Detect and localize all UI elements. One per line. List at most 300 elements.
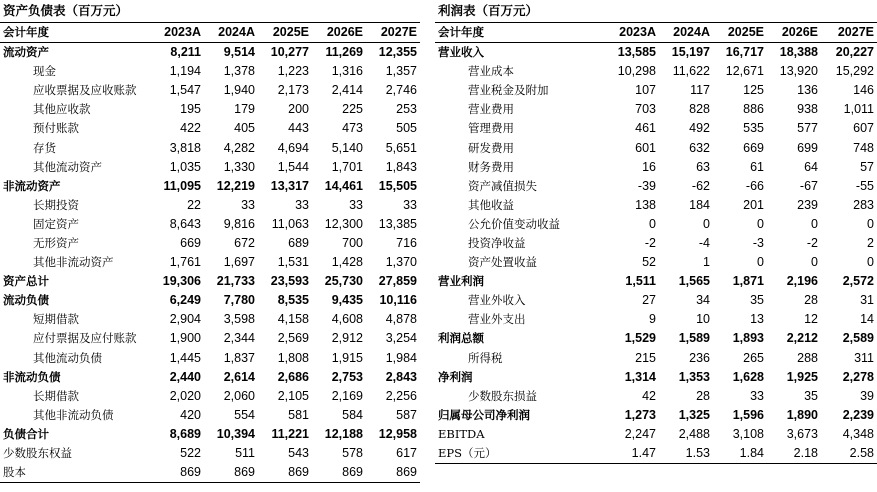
row-value: 253 <box>396 102 417 117</box>
table-row <box>435 406 877 425</box>
row-value: 886 <box>743 102 764 117</box>
row-value: 10,277 <box>270 45 309 60</box>
table-row <box>435 272 877 291</box>
row-value: 136 <box>797 83 818 98</box>
row-value: 869 <box>204 463 258 483</box>
table-row <box>435 310 877 329</box>
row-value: 1,915 <box>331 350 363 365</box>
row-value: 1,547 <box>169 83 201 98</box>
row-value: 12,958 <box>378 426 417 441</box>
row-value: -4 <box>698 235 710 250</box>
table-row <box>0 406 420 425</box>
row-value: 195 <box>180 102 201 117</box>
row-value: 2,746 <box>385 83 417 98</box>
row-value: 2,843 <box>385 369 417 384</box>
row-value: 14,461 <box>324 178 363 193</box>
row-value: 4,348 <box>842 426 874 441</box>
row-value: 8,535 <box>277 293 309 308</box>
header-year: 2026E <box>312 23 366 43</box>
table-row <box>0 62 420 81</box>
row-value: 869 <box>258 463 312 483</box>
table-row <box>435 387 877 406</box>
row-label: 资产处置收益 <box>468 255 537 270</box>
row-value: 2,060 <box>223 388 255 403</box>
row-value: 2,572 <box>842 274 874 289</box>
row-value: 1,871 <box>732 274 764 289</box>
row-value: 2,105 <box>277 388 309 403</box>
row-value: 828 <box>689 102 710 117</box>
row-value: 1,011 <box>843 102 874 117</box>
row-value: 27,859 <box>378 274 417 289</box>
row-value: 12,355 <box>378 45 417 60</box>
row-value: 35 <box>804 388 818 403</box>
row-label: 净利润 <box>438 369 473 384</box>
row-value: 1,843 <box>385 159 417 174</box>
row-value: 1,596 <box>732 407 764 422</box>
row-value: -2 <box>806 235 818 250</box>
row-value: 1,808 <box>277 350 309 365</box>
row-label: 股本 <box>0 463 150 483</box>
row-value: 1,529 <box>624 331 656 346</box>
row-value: 4,878 <box>385 312 417 327</box>
row-value: 1,378 <box>223 64 255 79</box>
row-value: 179 <box>234 102 255 117</box>
table-row <box>435 253 877 272</box>
row-label: 财务费用 <box>468 159 514 174</box>
row-value: 1,314 <box>624 369 656 384</box>
row-value: 2,686 <box>277 369 309 384</box>
row-value: 2,440 <box>169 369 201 384</box>
row-value: 577 <box>797 121 818 136</box>
row-value: 11,063 <box>271 216 309 231</box>
row-label: 研发费用 <box>468 140 514 155</box>
table-row <box>435 81 877 100</box>
row-value: 689 <box>288 235 309 250</box>
row-value: 15,197 <box>671 45 710 60</box>
row-value: 57 <box>860 159 874 174</box>
row-value: 632 <box>689 140 710 155</box>
income-statement-panel <box>435 0 877 464</box>
row-value: 2,414 <box>331 83 363 98</box>
row-value: 9,514 <box>223 45 255 60</box>
row-label: 现金 <box>33 64 56 79</box>
row-label: 其他应收款 <box>33 102 91 117</box>
row-value: -3 <box>752 235 764 250</box>
row-label: 资产减值损失 <box>468 178 537 193</box>
row-value: 461 <box>635 121 656 136</box>
row-value: 9,816 <box>223 216 255 231</box>
row-value: 869 <box>150 463 204 483</box>
row-label: 长期借款 <box>33 388 79 403</box>
row-value: 0 <box>649 216 656 231</box>
row-value: 1,445 <box>169 350 201 365</box>
row-value: 11,221 <box>271 426 309 441</box>
row-label: 利润总额 <box>438 331 484 346</box>
row-label: 少数股东损益 <box>468 388 537 403</box>
row-value: 64 <box>804 159 818 174</box>
row-label: 其他收益 <box>468 197 514 212</box>
table-row <box>0 138 420 157</box>
row-label: 公允价值变动收益 <box>468 216 560 231</box>
row-value: 1.47 <box>605 444 659 464</box>
row-label: 长期投资 <box>33 197 79 212</box>
row-value: 869 <box>312 463 366 483</box>
row-value: 61 <box>750 159 764 174</box>
row-value: 0 <box>867 216 874 231</box>
row-value: -55 <box>855 178 874 193</box>
row-value: 601 <box>635 140 656 155</box>
table-row <box>435 368 877 387</box>
table-row <box>435 62 877 81</box>
row-value: 2,256 <box>385 388 417 403</box>
row-value: 34 <box>696 293 710 308</box>
row-value: 21,733 <box>216 274 255 289</box>
row-value: 8,689 <box>169 426 201 441</box>
row-value: 39 <box>860 388 874 403</box>
row-value: 20,227 <box>835 45 874 60</box>
row-label: 非流动负债 <box>3 369 61 384</box>
table-row <box>435 158 877 177</box>
row-value: 4,282 <box>223 140 255 155</box>
table-row <box>0 215 420 234</box>
row-label: 少数股东权益 <box>3 446 72 461</box>
row-value: 225 <box>342 102 363 117</box>
row-value: 25,730 <box>324 274 363 289</box>
row-value: 1,353 <box>678 369 710 384</box>
row-value: 1,330 <box>223 159 255 174</box>
row-value: 1,940 <box>223 83 255 98</box>
table-row <box>435 234 877 253</box>
row-value: 13,920 <box>779 64 818 79</box>
row-value: 473 <box>342 121 363 136</box>
table-row <box>0 329 420 348</box>
row-value: 716 <box>396 235 417 250</box>
income-statement-table <box>435 22 877 464</box>
row-value: 265 <box>743 350 764 365</box>
row-label: 应收票据及应收账款 <box>33 83 137 98</box>
row-value: 554 <box>234 407 255 422</box>
row-value: 12,300 <box>324 216 363 231</box>
row-value: 10 <box>696 312 710 327</box>
table-row <box>435 119 877 138</box>
row-value: 33 <box>349 197 363 212</box>
row-value: 11,622 <box>672 64 710 79</box>
table-header-row <box>0 23 420 43</box>
row-value: 2,488 <box>678 426 710 441</box>
income-statement-title: 利润表（百万元） <box>438 3 539 18</box>
row-value: 1,900 <box>169 331 201 346</box>
header-year: 2027E <box>821 23 877 43</box>
row-value: 1,544 <box>277 159 309 174</box>
row-value: 2,344 <box>223 331 255 346</box>
row-value: 3,598 <box>223 312 255 327</box>
header-label: 会计年度 <box>0 23 150 43</box>
row-value: 1,325 <box>678 407 710 422</box>
row-value: 14 <box>860 312 874 327</box>
row-value: 13 <box>750 312 764 327</box>
table-row <box>0 310 420 329</box>
row-value: 33 <box>750 388 764 403</box>
row-value: 8,211 <box>170 45 201 60</box>
row-value: 52 <box>642 255 656 270</box>
row-value: 0 <box>811 216 818 231</box>
row-value: 311 <box>854 350 874 365</box>
row-value: 2,239 <box>842 407 874 422</box>
row-value: 33 <box>295 197 309 212</box>
row-value: 543 <box>288 446 309 461</box>
row-value: 33 <box>241 197 255 212</box>
row-value: 748 <box>853 140 874 155</box>
row-label: 其他流动资产 <box>33 159 102 174</box>
row-value: 511 <box>235 446 255 461</box>
row-value: 11,269 <box>325 45 363 60</box>
row-value: 3,673 <box>786 426 818 441</box>
row-value: 125 <box>743 83 764 98</box>
table-row <box>0 119 420 138</box>
row-value: 1,531 <box>277 255 309 270</box>
row-value: 869 <box>366 463 420 483</box>
row-value: 4,158 <box>277 312 309 327</box>
row-value: 1,893 <box>732 331 764 346</box>
row-value: 215 <box>635 350 656 365</box>
row-value: 9,435 <box>331 293 363 308</box>
row-value: 2,196 <box>786 274 818 289</box>
row-value: 23,593 <box>270 274 309 289</box>
row-value: 2,569 <box>277 331 309 346</box>
row-value: 4,608 <box>331 312 363 327</box>
row-value: 6,249 <box>169 293 201 308</box>
row-value: 13,385 <box>378 216 417 231</box>
row-value: 11,095 <box>163 178 201 193</box>
row-value: -2 <box>644 235 656 250</box>
row-value: 522 <box>180 446 201 461</box>
row-value: 1,428 <box>331 255 363 270</box>
table-row <box>435 291 877 310</box>
row-value: 0 <box>703 216 710 231</box>
row-value: 938 <box>797 102 818 117</box>
row-value: 3,108 <box>732 426 764 441</box>
table-row <box>0 81 420 100</box>
row-value: 2,753 <box>331 369 363 384</box>
row-value: 138 <box>635 197 656 212</box>
row-value: 535 <box>743 121 764 136</box>
row-value: 4,694 <box>277 140 309 155</box>
table-row <box>435 43 877 63</box>
table-row <box>435 100 877 119</box>
row-value: 28 <box>696 388 710 403</box>
table-row <box>435 329 877 348</box>
row-value: 12,219 <box>216 178 255 193</box>
row-value: 587 <box>396 407 417 422</box>
row-label: 流动资产 <box>3 45 49 60</box>
row-value: 492 <box>689 121 710 136</box>
row-value: 10,298 <box>617 64 656 79</box>
row-value: 0 <box>757 216 764 231</box>
row-value: 283 <box>853 197 874 212</box>
table-row <box>0 253 420 272</box>
table-row <box>435 349 877 368</box>
row-value: 1,223 <box>277 64 309 79</box>
table-row <box>0 158 420 177</box>
row-value: 405 <box>234 121 255 136</box>
row-value: 107 <box>635 83 656 98</box>
row-value: 12,188 <box>324 426 363 441</box>
header-year: 2024A <box>659 23 713 43</box>
row-label: 营业利润 <box>438 274 484 289</box>
table-row <box>0 349 420 368</box>
header-label: 会计年度 <box>435 23 605 43</box>
row-value: 33 <box>403 197 417 212</box>
table-row <box>435 138 877 157</box>
row-value: 201 <box>743 197 764 212</box>
row-value: 1,925 <box>786 369 818 384</box>
table-row <box>0 234 420 253</box>
row-value: 1,837 <box>223 350 255 365</box>
row-value: 1,761 <box>169 255 201 270</box>
row-value: -67 <box>799 178 818 193</box>
row-value: 2,169 <box>331 388 363 403</box>
row-value: 443 <box>288 121 309 136</box>
row-label: EPS（元） <box>435 444 605 464</box>
header-year: 2025E <box>713 23 767 43</box>
row-label: 无形资产 <box>33 235 79 250</box>
row-value: 63 <box>696 159 710 174</box>
row-value: 2.18 <box>767 444 821 464</box>
row-value: 505 <box>396 121 417 136</box>
row-label: 预付账款 <box>33 121 79 136</box>
row-value: 1,984 <box>385 350 417 365</box>
row-label: EBITDA <box>438 426 485 441</box>
row-value: 2,020 <box>169 388 201 403</box>
table-row <box>0 444 420 463</box>
header-year: 2023A <box>605 23 659 43</box>
row-value: 1,697 <box>223 255 255 270</box>
row-value: 239 <box>797 197 818 212</box>
row-value: 2,173 <box>277 83 309 98</box>
row-value: 669 <box>180 235 201 250</box>
row-value: 2,904 <box>169 312 201 327</box>
row-label: 管理费用 <box>468 121 514 136</box>
header-year: 2023A <box>150 23 204 43</box>
row-value: -62 <box>691 178 710 193</box>
balance-sheet-title: 资产负债表（百万元） <box>3 3 129 18</box>
row-value: 2,912 <box>331 331 363 346</box>
table-row <box>435 215 877 234</box>
row-value: 2.58 <box>821 444 877 464</box>
row-value: 1 <box>703 255 710 270</box>
row-label: 投资净收益 <box>468 235 526 250</box>
row-value: 422 <box>180 121 201 136</box>
row-value: 1,628 <box>732 369 764 384</box>
row-label: 非流动资产 <box>3 178 61 193</box>
row-label: 营业税金及附加 <box>468 83 549 98</box>
row-value: 12 <box>804 312 818 327</box>
row-value: 10,394 <box>216 426 255 441</box>
row-value: 3,254 <box>385 331 417 346</box>
row-value: 13,317 <box>270 178 309 193</box>
row-value: 699 <box>797 140 818 155</box>
row-value: 669 <box>743 140 764 155</box>
row-label: 流动负债 <box>3 293 49 308</box>
row-value: 1,565 <box>678 274 710 289</box>
row-value: 1,316 <box>331 64 363 79</box>
row-value: 584 <box>342 407 363 422</box>
row-value: 1.84 <box>713 444 767 464</box>
table-row <box>0 463 420 483</box>
row-value: 617 <box>396 446 417 461</box>
row-value: 2,247 <box>624 426 656 441</box>
row-value: 700 <box>342 235 363 250</box>
header-year: 2026E <box>767 23 821 43</box>
row-value: 200 <box>288 102 309 117</box>
table-row <box>0 177 420 196</box>
row-value: 2,278 <box>842 369 874 384</box>
row-value: 1.53 <box>659 444 713 464</box>
row-value: 3,818 <box>169 140 201 155</box>
header-year: 2024A <box>204 23 258 43</box>
row-value: 607 <box>853 121 874 136</box>
table-row <box>0 425 420 444</box>
row-value: 15,505 <box>378 178 417 193</box>
table-row <box>435 444 877 464</box>
row-value: 16,717 <box>725 45 764 60</box>
row-value: 5,140 <box>331 140 363 155</box>
balance-sheet-table <box>0 22 420 483</box>
row-value: 10,116 <box>379 293 417 308</box>
row-label: 存货 <box>33 140 56 155</box>
row-value: 31 <box>860 293 874 308</box>
row-value: 0 <box>757 255 764 270</box>
row-value: 672 <box>234 235 255 250</box>
row-value: 1,035 <box>169 159 201 174</box>
row-value: 184 <box>689 197 710 212</box>
row-label: 其他流动负债 <box>33 350 102 365</box>
row-value: -39 <box>637 178 656 193</box>
header-year: 2027E <box>366 23 420 43</box>
row-label: 资产总计 <box>3 274 49 289</box>
header-year: 2025E <box>258 23 312 43</box>
table-row <box>0 43 420 63</box>
row-value: 2 <box>867 235 874 250</box>
row-label: 营业成本 <box>468 64 514 79</box>
row-label: 负债合计 <box>3 426 49 441</box>
row-value: -66 <box>745 178 764 193</box>
row-value: 581 <box>288 407 309 422</box>
balance-sheet-panel <box>0 0 420 483</box>
table-row <box>0 196 420 215</box>
row-value: 0 <box>811 255 818 270</box>
row-label: 固定资产 <box>33 216 79 231</box>
row-value: 2,589 <box>842 331 874 346</box>
row-value: 1,890 <box>786 407 818 422</box>
row-label: 其他非流动资产 <box>33 255 114 270</box>
row-value: 288 <box>797 350 818 365</box>
row-value: 27 <box>642 293 656 308</box>
row-value: 2,614 <box>223 369 255 384</box>
row-value: 1,511 <box>625 274 656 289</box>
row-value: 42 <box>642 388 656 403</box>
row-value: 7,780 <box>223 293 255 308</box>
table-row <box>0 272 420 291</box>
table-row <box>0 368 420 387</box>
row-value: 146 <box>853 83 874 98</box>
row-label: 营业外支出 <box>468 312 526 327</box>
row-value: 2,212 <box>786 331 818 346</box>
row-value: 420 <box>180 407 201 422</box>
row-value: 19,306 <box>162 274 201 289</box>
row-value: 0 <box>867 255 874 270</box>
row-value: 13,585 <box>617 45 656 60</box>
